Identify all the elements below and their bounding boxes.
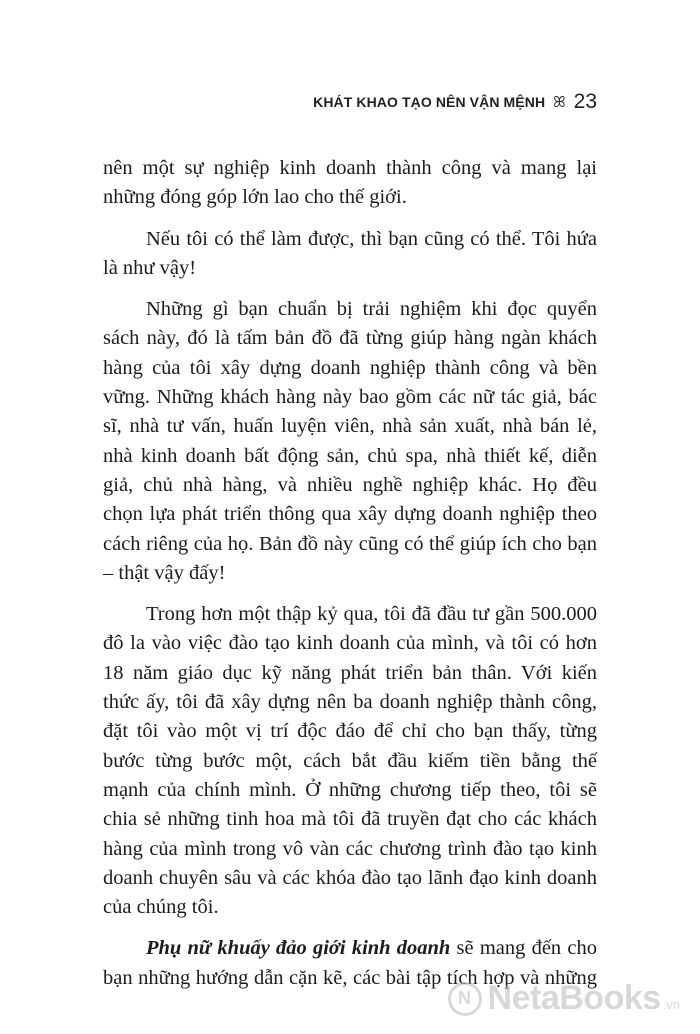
text-line: Trong hơn một thập kỷ qua, tôi đã đầu tư gần 500.000 <box>146 603 597 626</box>
netabooks-logo-icon: N <box>448 982 482 1016</box>
text-line: chia sẻ những tinh hoa mà tôi đã truyền đạt cho các khách <box>103 808 597 831</box>
text-line: nên một sự nghiệp kinh doanh thành công và mang lại <box>103 157 597 179</box>
text-line: của chúng tôi. <box>103 896 219 919</box>
text-line: vững. Những khách hàng này bao gồm các nữ tác giả, bác <box>103 386 597 409</box>
text-line: cách riêng của họ. Bản đồ này cũng có thể giúp ích cho bạn <box>103 532 597 555</box>
text-line: bạn những hướng dẫn cặn kẽ, các bài tập tích hợp và những <box>103 966 597 989</box>
page-number: 23 <box>573 90 597 113</box>
paragraph <box>103 225 597 284</box>
body-text <box>103 154 597 993</box>
text-line: – thật vậy đấy! <box>103 561 226 584</box>
text-line: đô la vào việc đào tạo kinh doanh của mình, và tôi có hơn <box>103 632 597 655</box>
text-line <box>103 934 597 963</box>
text-line: giả, chủ nhà hàng, và nhiều nghề nghiệp khác. Họ đều <box>103 473 597 496</box>
book-title-emphasis: Phụ nữ khuấy đảo giới kinh doanh <box>146 937 451 960</box>
text-line: nhà kinh doanh bất động sản, chủ spa, nhà thiết kế, diễn <box>103 444 597 467</box>
paragraph <box>103 600 597 922</box>
text-line: mạnh của chính mình. Ở những chương tiếp theo, tôi sẽ <box>103 778 597 801</box>
text-line: doanh chuyên sâu và các khóa đào tạo lãnh đạo kinh doanh <box>103 866 597 889</box>
running-header <box>313 90 597 114</box>
text-line: hàng của mình trong vô vàn các chương trình đào tạo kinh <box>103 837 597 860</box>
text-line: 18 năm giáo dục kỹ năng phát triển bản thân. Với kiến <box>103 661 597 684</box>
text-line: là như vậy! <box>103 256 197 279</box>
publisher-watermark <box>448 979 680 1018</box>
text-fragment: sẽ mang đến cho <box>450 937 597 960</box>
text-line: chọn lựa phát triển thông qua xây dựng doanh nghiệp theo <box>103 503 597 526</box>
text-line: sách này, đó là tấm bản đồ đã từng giúp hàng ngàn khách <box>103 327 597 350</box>
watermark-suffix: .vn <box>662 997 680 1012</box>
watermark-text: NetaBooks <box>487 979 661 1017</box>
text-line: đặt tôi vào một vị trí độc đáo để chỉ cho bạn thấy, từng <box>103 720 597 743</box>
ornament-icon: ꕤ <box>553 92 566 111</box>
text-line: sĩ, nhà tư vấn, huấn luyện viên, nhà sản xuất, nhà bán lẻ, <box>103 415 597 438</box>
text-line: Nếu tôi có thể làm được, thì bạn cũng có thể. Tôi hứa <box>146 227 597 250</box>
text-line: hàng của tôi xây dựng doanh nghiệp thành công và bền <box>103 356 597 379</box>
text-line: bước từng bước một, cách bắt đầu kiếm tiền bằng thế <box>103 749 597 772</box>
chapter-title: KHÁT KHAO TẠO NÊN VẬN MỆNH <box>313 94 546 110</box>
text-line: những đóng góp lớn lao cho thế giới. <box>103 186 407 209</box>
text-line: Những gì bạn chuẩn bị trải nghiệm khi đọc quyển <box>146 298 597 321</box>
text-line: thức ấy, tôi đã xây dựng nên ba doanh nghiệp thành công, <box>103 691 597 714</box>
paragraph <box>103 154 597 213</box>
paragraph <box>103 295 597 588</box>
